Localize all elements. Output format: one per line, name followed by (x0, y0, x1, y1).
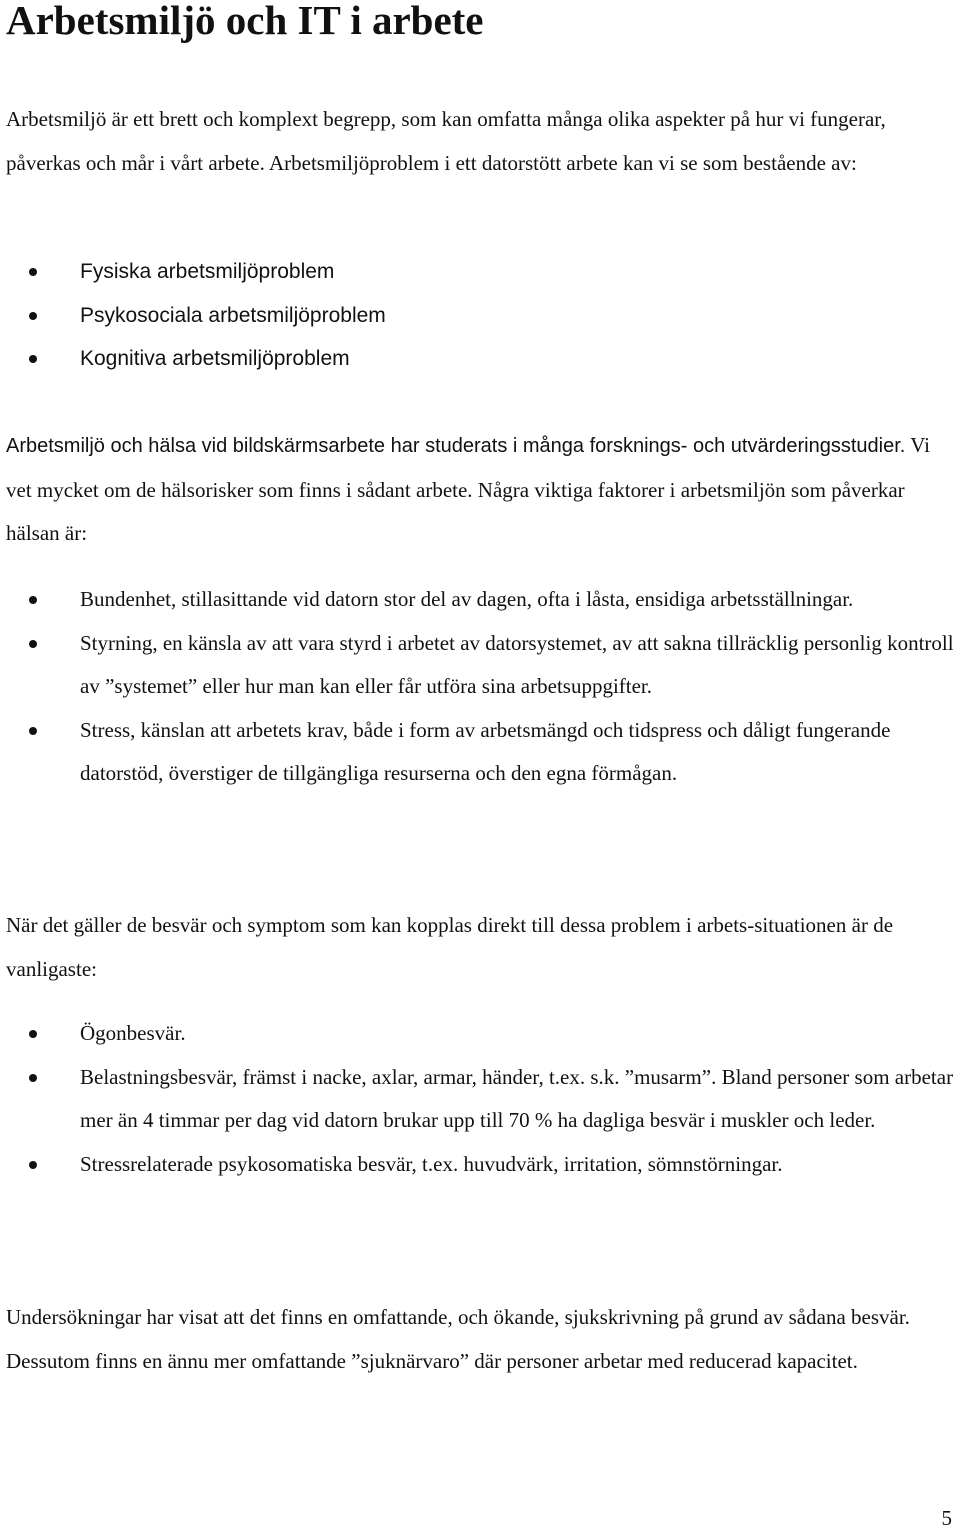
bullet-icon (29, 355, 37, 363)
bullet-icon (29, 1074, 37, 1082)
health-research-lead: Arbetsmiljö och hälsa vid bildskärmsarbete har studerats i många forsknings- och utvärderingsstudier. (6, 435, 906, 457)
conclusion-paragraph: Undersökningar har visat att det finns en omfattande, och ökande, sjukskrivning på grund av sådana besvär. Dessutom finns en ännu mer omfattande ”sjuknärvaro” där personer arbetar med reducerad kapacitet. (6, 1305, 910, 1373)
bullet-icon (29, 268, 37, 276)
list-item: Fysiska arbetsmiljöproblem (0, 250, 958, 294)
list-item: Belastningsbesvär, främst i nacke, axlar, armar, händer, t.ex. s.k. ”musarm”. Bland personer som arbetar mer än 4 timmar per dag vid datorn brukar upp till 70 % ha dagliga besvär i muskler och leder. (0, 1056, 958, 1143)
symptoms-intro-paragraph: När det gäller de besvär och symptom som kan kopplas direkt till dessa problem i arbets-situationen är de vanligaste: (6, 913, 894, 981)
bullet-icon (29, 312, 37, 320)
bullet-icon (29, 640, 37, 648)
list-item: Ögonbesvär. (0, 1012, 958, 1056)
health-factors-list (0, 578, 958, 796)
list-item: Stressrelaterade psykosomatiska besvär, t.ex. huvudvärk, irritation, sömnstörningar. (0, 1143, 958, 1187)
page-number: 5 (941, 1506, 952, 1530)
list-item: Psykosociala arbetsmiljöproblem (0, 294, 958, 338)
list-item: Bundenhet, stillasittande vid datorn stor del av dagen, ofta i låsta, ensidiga arbetsställningar. (0, 578, 958, 622)
problem-types-list (0, 250, 958, 381)
list-item: Styrning, en känsla av att vara styrd i arbetet av datorsystemet, av att sakna tillräcklig personlig kontroll av ”systemet” eller hur man kan eller får utföra sina arbetsuppgifter. (0, 622, 958, 709)
bullet-icon (29, 1030, 37, 1038)
bullet-icon (29, 596, 37, 604)
list-item: Kognitiva arbetsmiljöproblem (0, 337, 958, 381)
bullet-icon (29, 1161, 37, 1169)
health-research-paragraph (6, 424, 956, 556)
health-research-rest: Vi vet mycket om de hälsorisker som finns i sådant arbete. Några viktiga faktorer i arbetsmiljön som påverkar hälsan är: (6, 433, 930, 545)
intro-paragraph: Arbetsmiljö är ett brett och komplext begrepp, som kan omfatta många olika aspekter på hur vi fungerar, påverkas och mår i vårt arbete. Arbetsmiljöproblem i ett datorstött arbete kan vi se som bestående av: (6, 107, 886, 175)
list-item: Stress, känslan att arbetets krav, både i form av arbetsmängd och tidspress och dåligt fungerande datorstöd, överstiger de tillgängliga resurserna och den egna förmågan. (0, 709, 958, 796)
page-title: Arbetsmiljö och IT i arbete (6, 0, 484, 43)
bullet-icon (29, 727, 37, 735)
symptoms-list (0, 1012, 958, 1186)
